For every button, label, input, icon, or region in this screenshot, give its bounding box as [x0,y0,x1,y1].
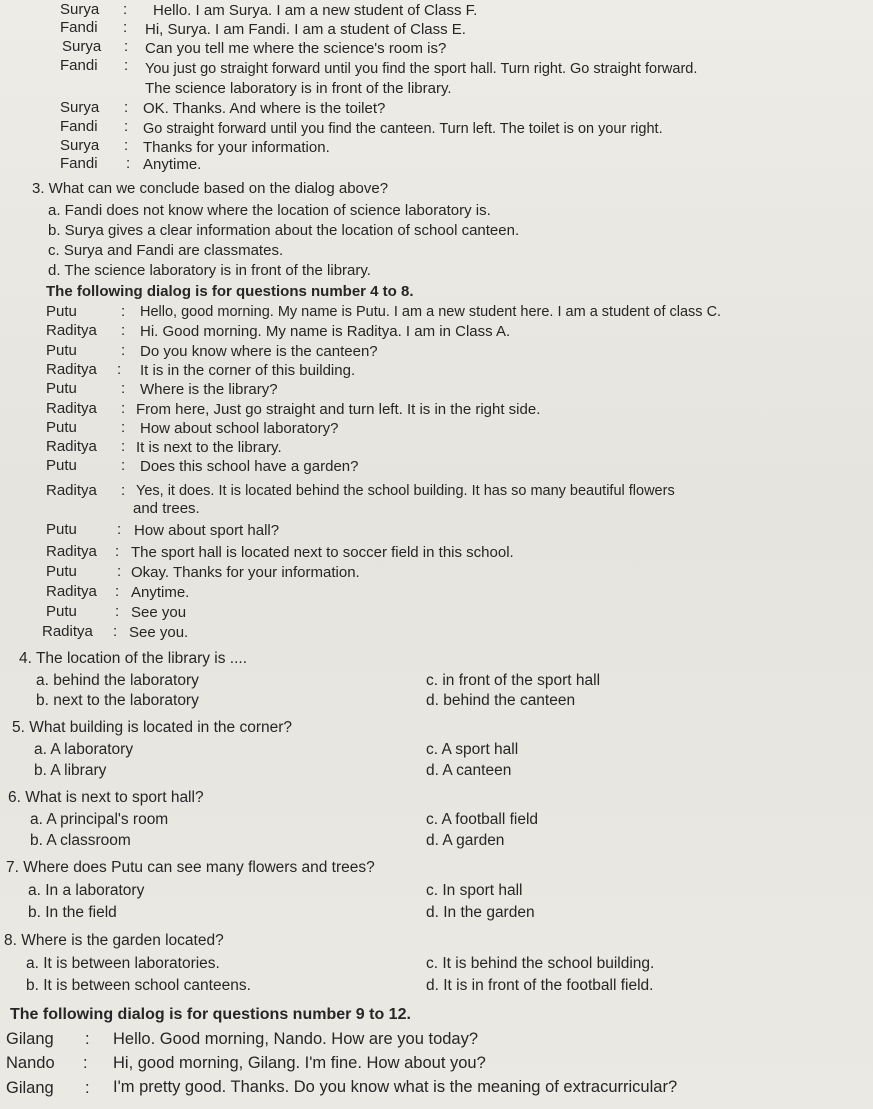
question-text: 3. What can we conclude based on the dialog above? [32,180,389,197]
speaker-name: Gilang [6,1030,54,1048]
dialog-line: How about sport hall? [134,522,280,539]
speaker-name: Putu [46,521,77,538]
dialog-line: Go straight forward until you find the canteen. Turn left. The toilet is on your right. [143,121,663,137]
speaker-name: Putu [46,563,77,580]
speaker-name: Putu [46,419,77,436]
speaker-colon: : [121,380,126,397]
answer-option[interactable]: d. In the garden [426,904,535,921]
dialog-line: Hi, Surya. I am Fandi. I am a student of Class E. [145,21,466,38]
dialog-line: Thanks for your information. [143,139,330,156]
speaker-name: Surya [60,99,100,116]
answer-option[interactable]: d. The science laboratory is in front of the library. [48,262,371,279]
speaker-name: Fandi [60,57,98,74]
speaker-colon: : [121,438,126,455]
dialog-line: Yes, it does. It is located behind the school building. It has so many beautiful flowers [136,483,675,499]
answer-option[interactable]: c. A sport hall [426,741,519,758]
speaker-name: Putu [46,380,77,397]
answer-option[interactable]: c. Surya and Fandi are classmates. [48,242,284,259]
dialog-line: The sport hall is located next to soccer field in this school. [131,544,514,561]
dialog-line: Hello. Good morning, Nando. How are you today? [113,1030,479,1048]
speaker-colon: : [121,400,126,417]
answer-option[interactable]: c. In sport hall [426,882,523,899]
speaker-name: Gilang [6,1079,54,1097]
speaker-name: Putu [46,303,77,320]
dialog-line: Where is the library? [140,381,278,398]
speaker-colon: : [121,303,126,320]
answer-option[interactable]: b. Surya gives a clear information about the location of school canteen. [48,222,520,239]
speaker-colon: : [121,342,126,359]
speaker-colon: : [126,155,131,172]
speaker-colon: : [124,137,129,154]
answer-option[interactable]: a. A principal's room [30,811,169,828]
answer-option[interactable]: a. In a laboratory [28,882,145,899]
speaker-name: Raditya [46,438,97,455]
dialog-line: It is next to the library. [136,439,282,456]
question-text: 4. The location of the library is .... [19,650,248,667]
speaker-name: Raditya [46,482,97,499]
dialog-line: I'm pretty good. Thanks. Do you know what is the meaning of extracurricular? [113,1078,678,1096]
speaker-colon: : [121,419,126,436]
dialog-line: Does this school have a garden? [140,458,359,475]
speaker-name: Surya [60,137,100,154]
dialog-line: How about school laboratory? [140,420,339,437]
dialog-line: You just go straight forward until you find the sport hall. Turn right. Go straight forward. [145,61,698,77]
dialog-line: Anytime. [131,584,190,601]
answer-option[interactable]: d. behind the canteen [426,692,576,709]
question-text: 8. Where is the garden located? [4,932,224,949]
speaker-name: Putu [46,457,77,474]
dialog-line: It is in the corner of this building. [140,362,356,379]
dialog-line: See you [131,604,187,621]
answer-option[interactable]: a. A laboratory [34,741,134,758]
answer-option[interactable]: d. A canteen [426,762,512,779]
speaker-name: Raditya [46,543,97,560]
dialog-line: Hi, good morning, Gilang. I'm fine. How about you? [113,1054,486,1072]
answer-option[interactable]: a. behind the laboratory [36,672,199,689]
dialog-line: See you. [129,624,189,641]
answer-option[interactable]: c. A football field [426,811,539,828]
speaker-colon: : [121,322,126,339]
dialog-line: Hi. Good morning. My name is Raditya. I am in Class A. [140,323,511,340]
speaker-colon: : [124,38,129,55]
speaker-colon: : [124,118,129,135]
speaker-name: Nando [6,1054,55,1072]
answer-option[interactable]: d. It is in front of the football field. [426,977,654,994]
speaker-colon: : [117,563,122,580]
answer-option[interactable]: d. A garden [426,832,505,849]
speaker-colon: : [123,19,128,36]
speaker-colon: : [115,583,120,600]
answer-option[interactable]: b. It is between school canteens. [26,977,251,994]
section-heading: The following dialog is for questions number 4 to 8. [46,283,414,300]
question-text: 6. What is next to sport hall? [8,789,204,806]
speaker-name: Raditya [46,322,97,339]
answer-option[interactable]: c. It is behind the school building. [426,955,655,972]
answer-option[interactable]: c. in front of the sport hall [426,672,601,689]
speaker-name: Fandi [60,118,98,135]
answer-option[interactable]: b. In the field [28,904,117,921]
dialog-line: Do you know where is the canteen? [140,343,378,360]
speaker-colon: : [121,457,126,474]
dialog-line: Hello. I am Surya. I am a new student of Class F. [153,2,478,19]
speaker-colon: : [113,623,118,640]
speaker-name: Raditya [46,583,97,600]
speaker-colon: : [85,1030,90,1048]
speaker-colon: : [123,1,128,18]
speaker-name: Raditya [42,623,93,640]
speaker-colon: : [124,57,129,74]
answer-option[interactable]: a. It is between laboratories. [26,955,220,972]
speaker-name: Raditya [46,400,97,417]
question-text: 7. Where does Putu can see many flowers and trees? [6,859,375,876]
speaker-colon: : [121,482,126,499]
speaker-name: Fandi [60,19,98,36]
dialog-line: OK. Thanks. And where is the toilet? [143,100,386,117]
question-text: 5. What building is located in the corner? [12,719,293,736]
dialog-line: Okay. Thanks for your information. [131,564,360,581]
speaker-colon: : [85,1079,90,1097]
speaker-colon: : [124,99,129,116]
speaker-name: Fandi [60,155,98,172]
speaker-name: Surya [62,38,102,55]
answer-option[interactable]: a. Fandi does not know where the location of science laboratory is. [48,202,491,219]
answer-option[interactable]: b. A library [34,762,107,779]
speaker-name: Putu [46,342,77,359]
speaker-name: Putu [46,603,77,620]
speaker-colon: : [117,361,122,378]
speaker-colon: : [117,521,122,538]
speaker-name: Surya [60,1,100,18]
dialog-line: The science laboratory is in front of the library. [145,80,452,97]
dialog-line: Can you tell me where the science's room is? [145,40,447,57]
answer-option[interactable]: b. next to the laboratory [36,692,199,709]
speaker-colon: : [83,1054,88,1072]
speaker-name: Raditya [46,361,97,378]
dialog-line: Hello, good morning. My name is Putu. I am a new student here. I am a student of class C. [140,304,722,320]
answer-option[interactable]: b. A classroom [30,832,131,849]
speaker-colon: : [115,603,120,620]
section-heading: The following dialog is for questions number 9 to 12. [10,1006,411,1023]
speaker-colon: : [115,543,120,560]
dialog-line: and trees. [133,500,200,517]
dialog-line: From here, Just go straight and turn left. It is in the right side. [136,401,541,418]
dialog-line: Anytime. [143,156,202,173]
